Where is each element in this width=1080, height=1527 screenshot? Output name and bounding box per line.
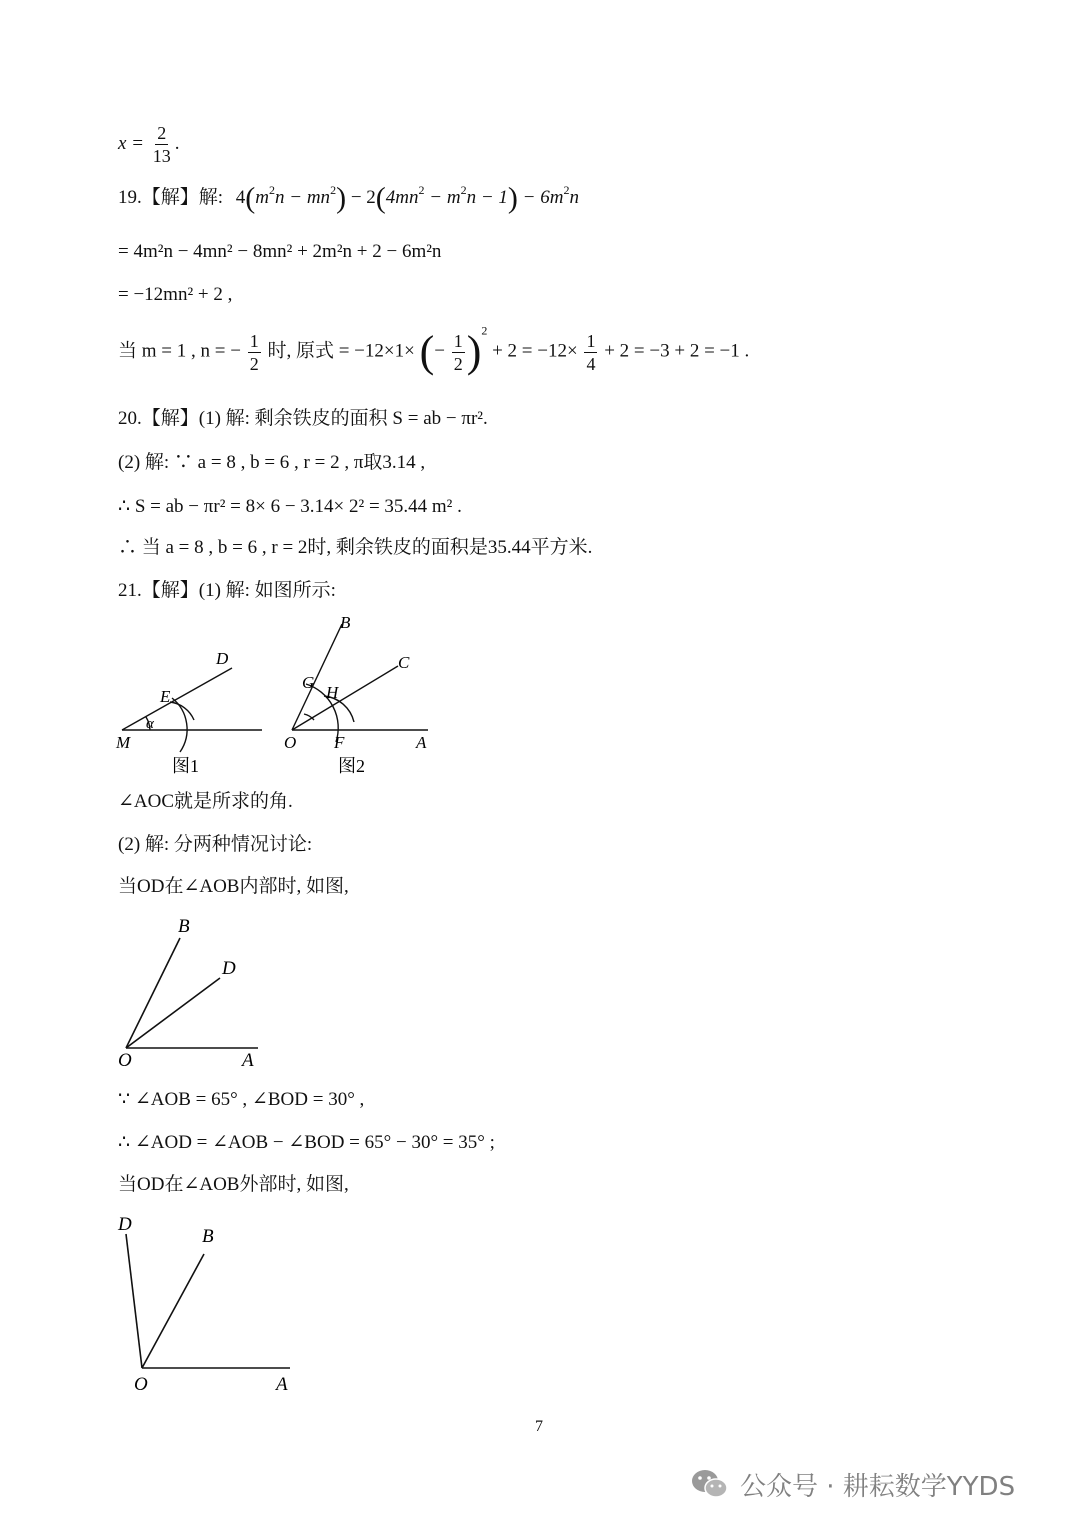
label-alpha: α <box>146 716 154 732</box>
q20-line-4: ∴ 当 a = 8 , b = 6 , r = 2时, 剩余铁皮的面积是35.44平方米. <box>118 537 593 558</box>
q19-line-3: = −12mn² + 2 , <box>118 284 233 305</box>
paren: ( <box>245 181 256 215</box>
figure-1 <box>112 640 272 780</box>
q21-line-3: (2) 解: 分两种情况讨论: <box>118 834 313 855</box>
q20-line-1: 20.【解】(1) 解: 剩余铁皮的面积 S = ab − πr². <box>118 408 488 429</box>
label-B: B <box>340 613 351 632</box>
ray-OD <box>126 978 220 1048</box>
label-A: A <box>276 1374 288 1395</box>
paren: ) <box>466 327 482 376</box>
term: − m <box>429 187 461 208</box>
exponent: 2 <box>269 183 276 197</box>
q19-tag: 19.【解】解: <box>118 187 224 208</box>
paren: ) <box>507 181 518 215</box>
q21-line-7: 当OD在∠AOB外部时, 如图, <box>118 1174 349 1195</box>
label-F: F <box>334 733 345 752</box>
fraction-1-2 <box>248 332 261 373</box>
caption-fig2: 图2 <box>338 756 365 776</box>
label-D: D <box>216 649 229 668</box>
exponent: 2 <box>481 323 488 338</box>
q20-line-3: ∴ S = ab − πr² = 8× 6 − 3.14× 2² = 35.44 m² . <box>118 496 462 517</box>
text: + 2 = −12× <box>492 340 578 362</box>
ray-OB <box>126 938 180 1048</box>
term: − 6m <box>522 187 564 208</box>
term: − 2 <box>350 187 376 208</box>
wechat-icon <box>690 1467 730 1501</box>
label-D: D <box>118 1214 132 1235</box>
x-lhs: x = <box>118 132 145 154</box>
label-M: M <box>116 733 131 752</box>
ray-MD <box>122 668 232 730</box>
label-G: G <box>302 673 315 692</box>
footer-text: 公众号 · 耕耘数学YYDS <box>740 1471 1016 1502</box>
q20-line-2: (2) 解: ∵ a = 8 , b = 6 , r = 2 , π取3.14 , <box>118 452 426 473</box>
label-B: B <box>178 916 190 937</box>
q21-line-5: ∵ ∠AOB = 65° , ∠BOD = 30° , <box>118 1089 365 1110</box>
fraction-1-2 <box>452 332 465 373</box>
construction-arc <box>172 698 187 752</box>
ray-OD <box>126 1234 142 1368</box>
denominator: 4 <box>586 353 596 374</box>
label-H: H <box>326 683 339 702</box>
label-D: D <box>222 958 236 979</box>
q21-line-6: ∴ ∠AOD = ∠AOB − ∠BOD = 65° − 30° = 35° ; <box>118 1132 495 1153</box>
coef-4: 4 <box>235 187 246 208</box>
denominator: 2 <box>249 353 259 374</box>
denominator: 13 <box>152 146 171 166</box>
caption-fig1: 图1 <box>172 756 199 776</box>
numerator: 1 <box>249 330 259 351</box>
term: 4mn <box>385 187 419 208</box>
text: + 2 = −3 + 2 = −1 . <box>604 340 750 362</box>
q21-line-2: ∠AOC就是所求的角. <box>118 791 293 812</box>
text: 时, 原式 = −12×1× <box>267 340 415 362</box>
fraction-2-13 <box>151 124 173 165</box>
label-A: A <box>242 1050 254 1070</box>
paren: ) <box>336 181 347 215</box>
exponent: 2 <box>330 183 337 197</box>
term: n <box>569 187 579 208</box>
numerator: 1 <box>586 330 596 351</box>
q19-line-1 <box>118 181 579 215</box>
wechat-footer <box>690 1462 1015 1506</box>
figure-3 <box>112 910 272 1070</box>
label-B: B <box>202 1226 214 1247</box>
page-number: 7 <box>535 1418 543 1435</box>
exponent: 2 <box>563 183 570 197</box>
term: n − mn <box>275 187 331 208</box>
q21-line-4: 当OD在∠AOB内部时, 如图, <box>118 876 349 897</box>
label-O: O <box>284 733 297 752</box>
period: . <box>174 132 180 154</box>
minus: − <box>434 340 445 362</box>
exponent: 2 <box>418 183 425 197</box>
label-O: O <box>134 1374 148 1395</box>
figure-2 <box>278 606 438 780</box>
label-C: C <box>398 653 410 672</box>
label-O: O <box>118 1050 132 1070</box>
exponent: 2 <box>460 183 467 197</box>
term: m <box>255 187 270 208</box>
fraction-1-4 <box>584 332 597 373</box>
q19-line-4 <box>118 323 750 376</box>
paren: ( <box>375 181 386 215</box>
ray-OB <box>142 1254 204 1368</box>
label-E: E <box>160 687 171 706</box>
denominator: 2 <box>453 353 463 374</box>
text: 当 m = 1 , n = − <box>118 340 241 362</box>
term: n − 1 <box>466 187 508 208</box>
paren: ( <box>419 327 435 376</box>
solution-x-line <box>118 124 180 165</box>
figure-4 <box>112 1210 302 1400</box>
q21-line-1: 21.【解】(1) 解: 如图所示: <box>118 580 336 601</box>
label-A: A <box>416 733 427 752</box>
q19-line-2: = 4m²n − 4mn² − 8mn² + 2m²n + 2 − 6m²n <box>118 241 442 262</box>
numerator: 2 <box>157 123 167 143</box>
numerator: 1 <box>453 330 463 351</box>
